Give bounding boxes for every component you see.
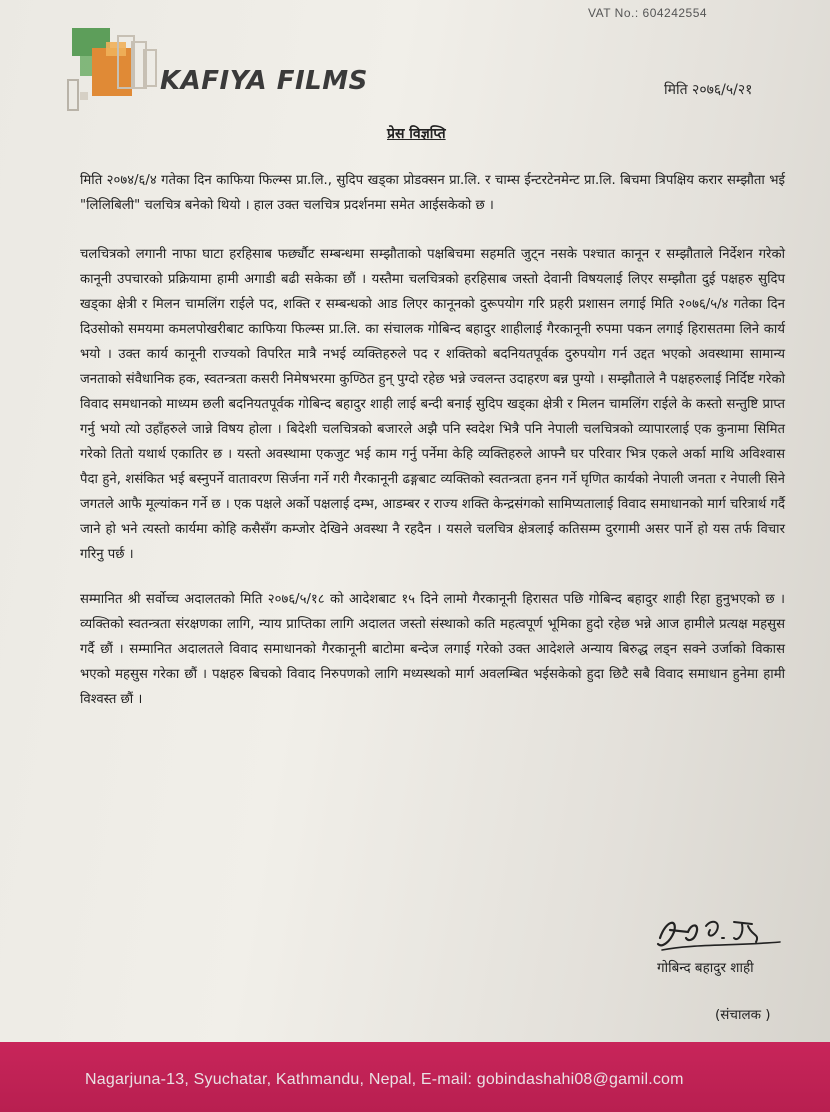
handwritten-signature	[652, 908, 792, 958]
letter-body	[80, 168, 785, 736]
signer-role: (संचालक )	[715, 1007, 771, 1023]
paragraph-1: मिति २०७४/६/४ गतेका दिन काफिया फिल्म्स प्रा.लि., सुदिप खड्का प्रोडक्सन प्रा.लि. र चाम्स ईन्टरटेनमेन्ट प्रा.लि. बिचमा त्रिपक्षिय करार सम्झौता भई "लिलिबिली" चलचित्र बनेको थियो । हाल उक्त चलचित्र प्रदर्शनमा समेत आईसकेको छ ।	[80, 173, 785, 213]
document-title: प्रेस विज्ञप्ति	[387, 126, 446, 142]
paragraph-3: सम्मानित श्री सर्वोच्च अदालतको मिति २०७६/५/१८ को आदेशबाट १५ दिने लामो गैरकानूनी हिरासत पछि गोबिन्द बहादुर शाही रिहा हुनुभएको छ । व्यक्तिको स्वतन्त्रता संरक्षणका लागि, न्याय प्राप्तिका लागि अदालत जस्तो संस्थाको कति महत्वपूर्ण भूमिका हुदो रहेछ भन्ने आज हामीले प्रत्यक्ष महसुस गर्दै छौं । सम्मानित अदालतले विवाद समाधानको गैरकानूनी बाटोमा बन्देज लगाई गरेको उक्त आदेशले अन्याय बिरुद्ध लड्न सक्ने उर्जाको विकास भएको महसुस गरेका छौं । पक्षहरु बिचको विवाद निरुपणको लागि मध्यस्थको मार्ग अवलम्बित भईसकेको हुदा छिटै सबै विवाद समाधान हुनेमा हामी विश्वस्त छौं ।	[80, 592, 785, 707]
document-date: मिति २०७६/५/२१	[664, 82, 753, 98]
footer-address: Nagarjuna-13, Syuchatar, Kathmandu, Nepal, E-mail: gobindashahi08@gamil.com	[85, 1071, 684, 1088]
vat-number: VAT No.: 604242554	[588, 6, 708, 20]
brand-name: KAFIYA FILMS	[160, 66, 368, 96]
signer-name: गोबिन्द बहादुर शाही	[657, 960, 754, 976]
paragraph-2: चलचित्रको लगानी नाफा घाटा हरहिसाब फर्छ्यौट सम्बन्धमा सम्झौताको पक्षबिचमा सहमति जुट्न नसके पश्चात कानून र सम्झौताले निर्देशन गरेको कानूनी उपचारको प्रक्रियामा हामी अगाडी बढी सकेका छौं । यस्तैमा चलचित्रको हरहिसाब जस्तो देवानी विषयलाई लिएर सम्झौता दुई पक्षहरु सुदिप खड्का क्षेत्री र मिलन चामलिंग राईले पद, शक्ति र सम्बन्धको आड लिएर कानूनको दुरूपयोग गरि प्रहरी प्रशासन लगाई मिति २०७६/५/४ गतेका दिन दिउसोको समयमा कमलपोखरीबाट काफिया फिल्म्स प्रा.लि. का संचालक गोबिन्द बहादुर शाहीलाई गैरकानूनी रुपमा पकन लगाई हिरासतमा लिने कार्य भयो । उक्त कार्य कानूनी राज्यको विपरित मात्रै नभई व्यक्तिहरुले पद र शक्तिको बदनियतपूर्वक दुरुपयोग गर्न उद्दत भएको अवस्थामा सामान्य जनताको संवैधानिक हक, स्वतन्त्रता कसरी निमेषभरमा कुण्ठित हुन् पुग्दो रहेछ भन्ने ज्वलन्त उदाहरण बन्न पुग्यो । सम्झौताले नै पक्षहरुलाई निर्दिष्ट गरेको विवाद समधानको माध्यम छली बदनियतपूर्वक गोबिन्द बहादुर शाही लाई बन्दी बनाई सुदिप खड्का क्षेत्री र मिलन चामलिंग राईले के कस्तो सन्तुष्टि प्राप्त गर्नु भयो त्यो उहाँहरुले जान्ने विषय होला । बिदेशी चलचित्रको बजारले अझै पनि स्वदेश भित्रै पनि नेपाली चलचित्रको व्यापारलाई एक कुनामा सिमित गरेको तितो यथार्थ एकातिर छ । यस्तो अवस्थामा एकजुट भई काम गर्नु पर्नेमा केहि व्यक्तिहरुले आफ्नै घर परिवार भित्र एकले अर्का माथि अविश्वास पैदा हुने, शसंकित भई बस्नुपर्ने वातावरण सिर्जना गर्ने गरी गैरकानूनी ढङ्गबाट व्यक्तिको स्वतन्त्रता हनन गर्ने घृणित कार्यको नेपाली जनता र नेपाली सिने जगतले आफै मूल्यांकन गर्ने छ । एक पक्षले अर्को पक्षलाई दम्भ, आडम्बर र राज्य शक्ति केन्द्रसंगको सामिप्यतालाई विवाद समाधानको मार्ग चरित्रार्थ गर्दै जाने हो भने त्यस्तो कार्यमा कोहि कसैसँग कम्जोर देखिने अवस्था नै रहदैन । यसले चलचित्र क्षेत्रलाई कतिसम्म दुरगामी असर पार्ने हो यस तर्फ विचार गरिनु पर्छ ।	[80, 247, 785, 562]
